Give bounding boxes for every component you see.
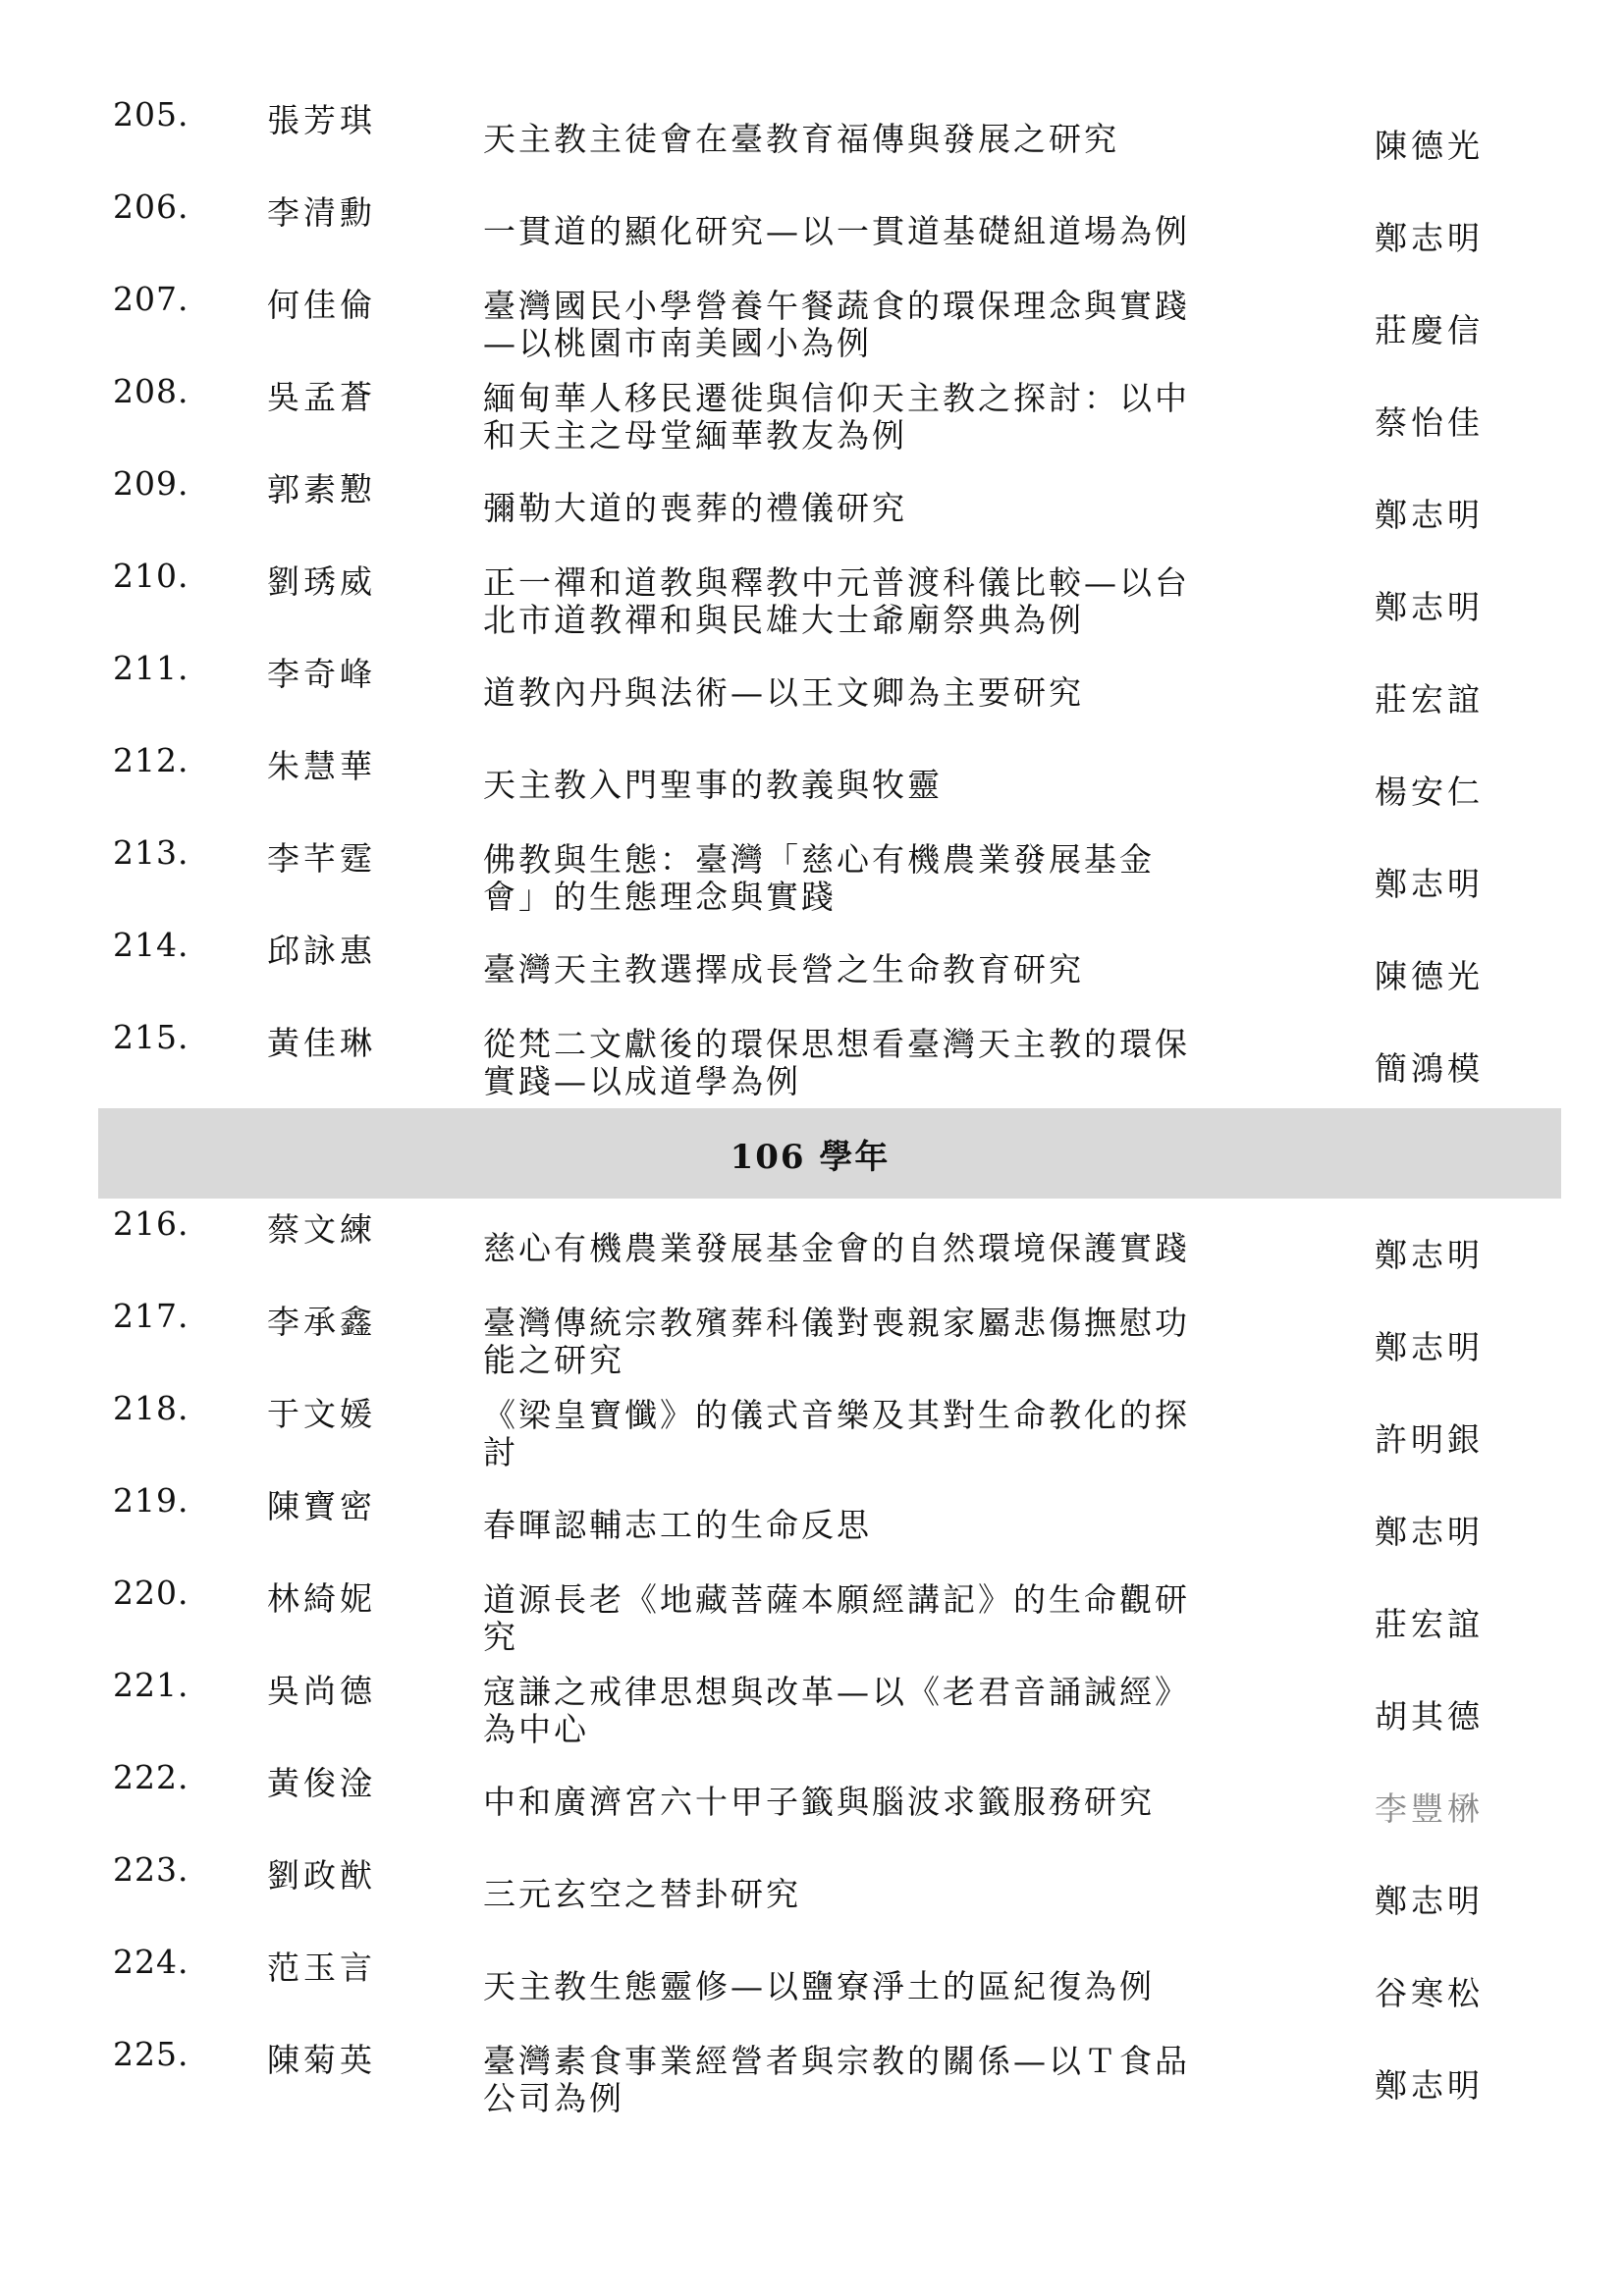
entry-number: 220. — [113, 1574, 189, 1612]
section-label: 106 學年 — [730, 1137, 891, 1177]
entry-number: 206. — [113, 187, 189, 226]
thesis-row — [98, 1941, 1571, 2033]
thesis-row — [98, 1295, 1571, 1387]
student-name: 蔡文練 — [267, 1210, 376, 1249]
advisor-name: 谷寒松 — [1375, 1974, 1484, 2012]
thesis-title: 一貫道的顯化研究—以一貫道基礎組道場為例 — [483, 212, 1190, 250]
student-name: 李清勳 — [267, 193, 376, 232]
entry-number: 211. — [113, 649, 189, 687]
entry-number: 222. — [113, 1758, 189, 1796]
advisor-name: 鄭志明 — [1375, 219, 1484, 257]
thesis-title: 彌勒大道的喪葬的禮儀研究 — [483, 489, 907, 527]
thesis-title: 天主教入門聖事的教義與牧靈 — [483, 766, 943, 804]
thesis-group-106 — [98, 1202, 1571, 2125]
entry-number: 214. — [113, 926, 189, 964]
student-name: 陳菊英 — [267, 2041, 376, 2079]
thesis-title: 緬甸華人移民遷徙與信仰天主教之探討：以中 和天主之母堂緬華教友為例 — [483, 379, 1190, 454]
thesis-row — [98, 647, 1571, 739]
thesis-row — [98, 1664, 1571, 1756]
advisor-name: 陳德光 — [1375, 127, 1484, 165]
thesis-title: 臺灣傳統宗教殯葬科儀對喪親家屬悲傷撫慰功 能之研究 — [483, 1304, 1190, 1379]
thesis-row — [98, 555, 1571, 647]
student-name: 于文媛 — [267, 1395, 376, 1433]
thesis-title: 春暉認輔志工的生命反思 — [483, 1506, 872, 1544]
thesis-title: 臺灣素食事業經營者與宗教的關係—以Ｔ食品 公司為例 — [483, 2042, 1190, 2117]
student-name: 林綺妮 — [267, 1579, 376, 1618]
entry-number: 210. — [113, 557, 189, 595]
thesis-row — [98, 93, 1571, 186]
thesis-list — [98, 93, 1571, 2125]
thesis-row — [98, 1756, 1571, 1848]
student-name: 郭素懃 — [267, 470, 376, 508]
thesis-row — [98, 370, 1571, 462]
student-name: 劉琇威 — [267, 562, 376, 601]
student-name: 何佳倫 — [267, 286, 376, 324]
thesis-title: 從梵二文獻後的環保思想看臺灣天主教的環保 實踐—以成道學為例 — [483, 1025, 1190, 1100]
thesis-title: 三元玄空之替卦研究 — [483, 1875, 801, 1913]
entry-number: 217. — [113, 1297, 189, 1335]
section-header — [98, 1108, 1561, 1199]
thesis-row — [98, 186, 1571, 278]
advisor-name: 許明銀 — [1375, 1420, 1484, 1459]
entry-number: 218. — [113, 1389, 189, 1427]
student-name: 劉政猷 — [267, 1856, 376, 1895]
entry-number: 208. — [113, 372, 189, 410]
thesis-row — [98, 278, 1571, 370]
entry-number: 224. — [113, 1943, 189, 1981]
thesis-row — [98, 2033, 1571, 2125]
student-name: 朱慧華 — [267, 747, 376, 785]
student-name: 黃佳琳 — [267, 1024, 376, 1062]
entry-number: 225. — [113, 2035, 189, 2073]
student-name: 范玉言 — [267, 1949, 376, 1987]
thesis-title: 天主教生態靈修—以鹽寮淨土的區紀復為例 — [483, 1967, 1155, 2005]
advisor-name: 鄭志明 — [1375, 2066, 1484, 2105]
thesis-row — [98, 739, 1571, 831]
advisor-name: 蔡怡佳 — [1375, 403, 1484, 442]
advisor-name: 莊宏誼 — [1375, 1605, 1484, 1643]
entry-number: 205. — [113, 95, 189, 133]
thesis-row — [98, 1479, 1571, 1572]
entry-number: 209. — [113, 464, 189, 503]
thesis-row — [98, 1016, 1571, 1108]
thesis-row — [98, 462, 1571, 555]
thesis-row — [98, 1202, 1571, 1295]
student-name: 張芳琪 — [267, 101, 376, 139]
thesis-group-105 — [98, 93, 1571, 1108]
thesis-title: 道教內丹與法術—以王文卿為主要研究 — [483, 673, 1084, 712]
student-name: 邱詠惠 — [267, 932, 376, 970]
advisor-name: 鄭志明 — [1375, 1328, 1484, 1366]
thesis-row — [98, 831, 1571, 924]
thesis-title: 臺灣國民小學營養午餐蔬食的環保理念與實踐 —以桃園市南美國小為例 — [483, 287, 1190, 362]
entry-number: 223. — [113, 1850, 189, 1889]
advisor-name: 鄭志明 — [1375, 496, 1484, 534]
thesis-title: 慈心有機農業發展基金會的自然環境保護實踐 — [483, 1229, 1190, 1267]
advisor-name: 鄭志明 — [1375, 865, 1484, 903]
advisor-name: 李豐楙 — [1375, 1789, 1484, 1828]
thesis-title: 道源長老《地藏菩薩本願經講記》的生命觀研 究 — [483, 1580, 1190, 1656]
advisor-name: 莊慶信 — [1375, 311, 1484, 349]
thesis-row — [98, 1572, 1571, 1664]
entry-number: 221. — [113, 1666, 189, 1704]
student-name: 陳寶密 — [267, 1487, 376, 1525]
advisor-name: 簡鴻模 — [1375, 1049, 1484, 1088]
advisor-name: 胡其德 — [1375, 1697, 1484, 1735]
student-name: 李奇峰 — [267, 655, 376, 693]
thesis-title: 佛教與生態：臺灣「慈心有機農業發展基金 會」的生態理念與實踐 — [483, 840, 1155, 916]
entry-number: 219. — [113, 1481, 189, 1520]
thesis-row — [98, 1848, 1571, 1941]
thesis-title: 臺灣天主教選擇成長營之生命教育研究 — [483, 950, 1084, 988]
thesis-title: 中和廣濟宮六十甲子籤與腦波求籤服務研究 — [483, 1783, 1155, 1821]
entry-number: 216. — [113, 1204, 189, 1243]
entry-number: 213. — [113, 833, 189, 872]
student-name: 李芊霆 — [267, 839, 376, 878]
thesis-title: 寇謙之戒律思想與改革—以《老君音誦誡經》 為中心 — [483, 1673, 1190, 1748]
advisor-name: 鄭志明 — [1375, 1236, 1484, 1274]
student-name: 李承鑫 — [267, 1303, 376, 1341]
student-name: 黃俊淦 — [267, 1764, 376, 1802]
advisor-name: 楊安仁 — [1375, 773, 1484, 811]
advisor-name: 陳德光 — [1375, 957, 1484, 995]
advisor-name: 莊宏誼 — [1375, 680, 1484, 719]
thesis-title: 正一禪和道教與釋教中元普渡科儀比較—以台 北市道教禪和與民雄大士爺廟祭典為例 — [483, 563, 1190, 639]
thesis-row — [98, 924, 1571, 1016]
advisor-name: 鄭志明 — [1375, 1513, 1484, 1551]
student-name: 吳孟蒼 — [267, 378, 376, 416]
thesis-title: 《梁皇寶懺》的儀式音樂及其對生命教化的探 討 — [483, 1396, 1190, 1471]
advisor-name: 鄭志明 — [1375, 1882, 1484, 1920]
entry-number: 207. — [113, 280, 189, 318]
entry-number: 215. — [113, 1018, 189, 1056]
entry-number: 212. — [113, 741, 189, 779]
thesis-row — [98, 1387, 1571, 1479]
advisor-name: 鄭志明 — [1375, 588, 1484, 626]
thesis-title: 天主教主徒會在臺教育福傳與發展之研究 — [483, 120, 1119, 158]
student-name: 吳尚德 — [267, 1672, 376, 1710]
